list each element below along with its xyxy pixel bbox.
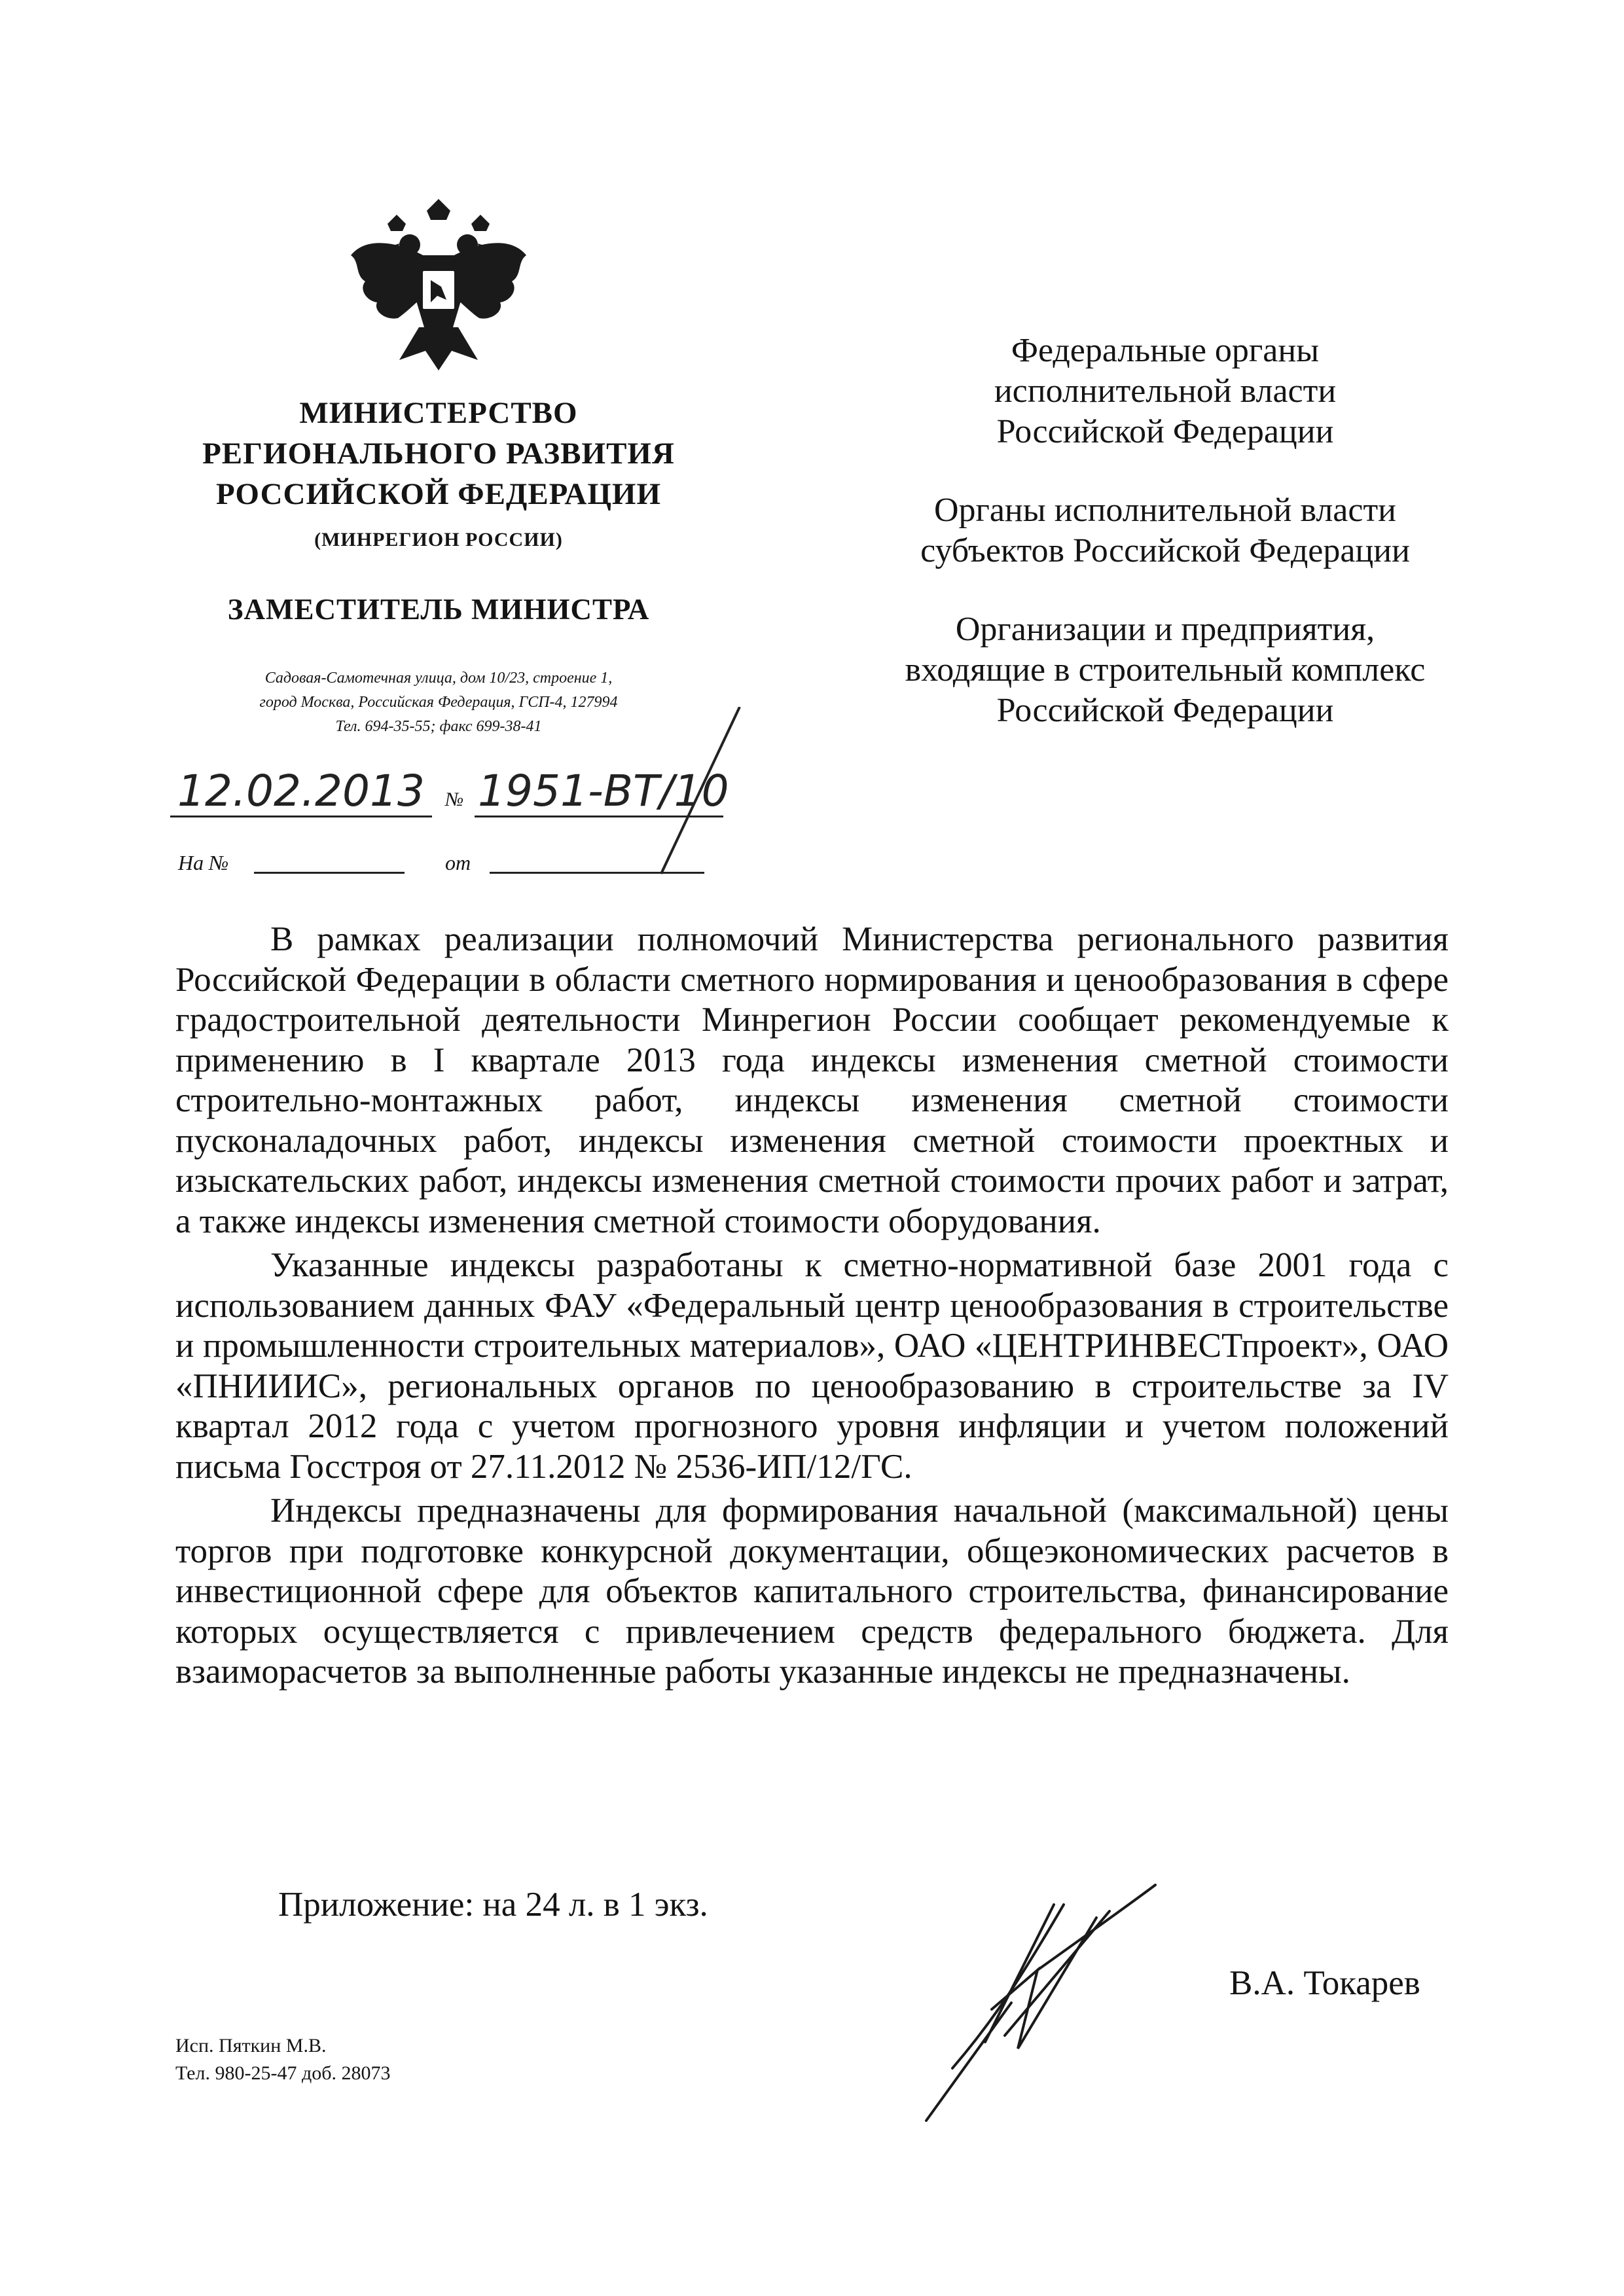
addressee-line: входящие в строительный комплекс	[905, 651, 1426, 689]
coat-of-arms-icon	[347, 196, 530, 373]
ministry-line: МИНИСТЕРСТВО	[299, 396, 578, 430]
registration-stroke	[655, 707, 746, 877]
addressee-line: Организации и предприятия,	[955, 611, 1375, 648]
body-paragraph: Индексы предназначены для формирования начальной (максимальной) цены торгов при подготовке конкурсной документации, общеэкономических расчетов в инвестиционной сфере для объектов капитального строительства, финансирование которых осуществляется с привлечением средств федерального бюджета. Для взаиморасчетов за выполненные работы указанные индексы не предназначены.	[175, 1492, 1449, 1691]
executor-info	[175, 2032, 390, 2087]
address-line: Тел. 694-35-55; факс 699-38-41	[335, 718, 542, 735]
signer-position: ЗАМЕСТИТЕЛЬ МИНИСТРА	[227, 593, 650, 626]
executor-phone: Тел. 980-25-47 доб. 28073	[175, 2062, 391, 2084]
addressee-line: субъектов Российской Федерации	[920, 532, 1410, 569]
letter-body	[175, 920, 1449, 1696]
ministry-address	[157, 666, 720, 739]
attachment-note: Приложение: на 24 л. в 1 экз.	[278, 1886, 708, 1924]
body-paragraph: Указанные индексы разработаны к сметно-нормативной базе 2001 года с использованием данных ФАУ «Федеральный центр ценообразования в строительстве и промышленности строительных материалов», ОАО «ЦЕНТРИНВЕСТпроект», ОАО «ПНИИИС», региональных органов по ценообразованию в строительстве за IV квартал 2012 года с учетом прогнозного уровня инфляции и учетом положений письма Госстроя от 27.11.2012 № 2536-ИП/12/ГС.	[175, 1246, 1449, 1486]
addressee-line: Федеральные органы	[1011, 332, 1320, 369]
addressee-line: Российской Федерации	[996, 413, 1334, 450]
signer-name: В.А. Токарев	[1229, 1964, 1420, 2002]
ministry-name	[157, 393, 720, 514]
registration-number: 1951-ВТ/10	[478, 766, 729, 816]
addressee-line: исполнительной власти	[994, 372, 1337, 410]
number-sign: №	[445, 789, 464, 810]
addressee-group	[871, 331, 1460, 452]
ministry-short-name: (МИНРЕГИОН РОССИИ)	[314, 529, 563, 550]
addressee-group	[871, 609, 1460, 731]
addressee-group	[871, 490, 1460, 571]
executor-name: Исп. Пяткин М.В.	[175, 2035, 327, 2056]
addressee-line: Органы исполнительной власти	[933, 492, 1397, 529]
registration-date: 12.02.2013	[177, 766, 425, 816]
from-label: от	[445, 851, 471, 874]
response-to-line	[254, 872, 405, 874]
addressee-line: Российской Федерации	[996, 692, 1334, 729]
response-to-label: На №	[178, 851, 229, 874]
date-underline	[170, 816, 432, 817]
handwritten-signature	[913, 1878, 1162, 2127]
ministry-line: РОССИЙСКОЙ ФЕДЕРАЦИИ	[216, 477, 661, 511]
address-line: город Москва, Российская Федерация, ГСП-4, 127994	[259, 694, 618, 711]
addressees-block	[871, 331, 1460, 769]
address-line: Садовая-Самотечная улица, дом 10/23, строение 1,	[264, 670, 613, 687]
ministry-line: РЕГИОНАЛЬНОГО РАЗВИТИЯ	[202, 437, 675, 471]
body-paragraph: В рамках реализации полномочий Министерства регионального развития Российской Федерации в области сметного нормирования и ценообразования в сфере градостроительной деятельности Минрегион России сообщает рекомендуемые к применению в I квартале 2013 года индексы изменения сметной стоимости строительно-монтажных работ, индексы изменения сметной стоимости пусконаладочных работ, индексы изменения сметной стоимости проектных и изыскательских работ, индексы изменения сметной стоимости прочих работ и затрат, а также индексы изменения сметной стоимости оборудования.	[175, 920, 1449, 1240]
